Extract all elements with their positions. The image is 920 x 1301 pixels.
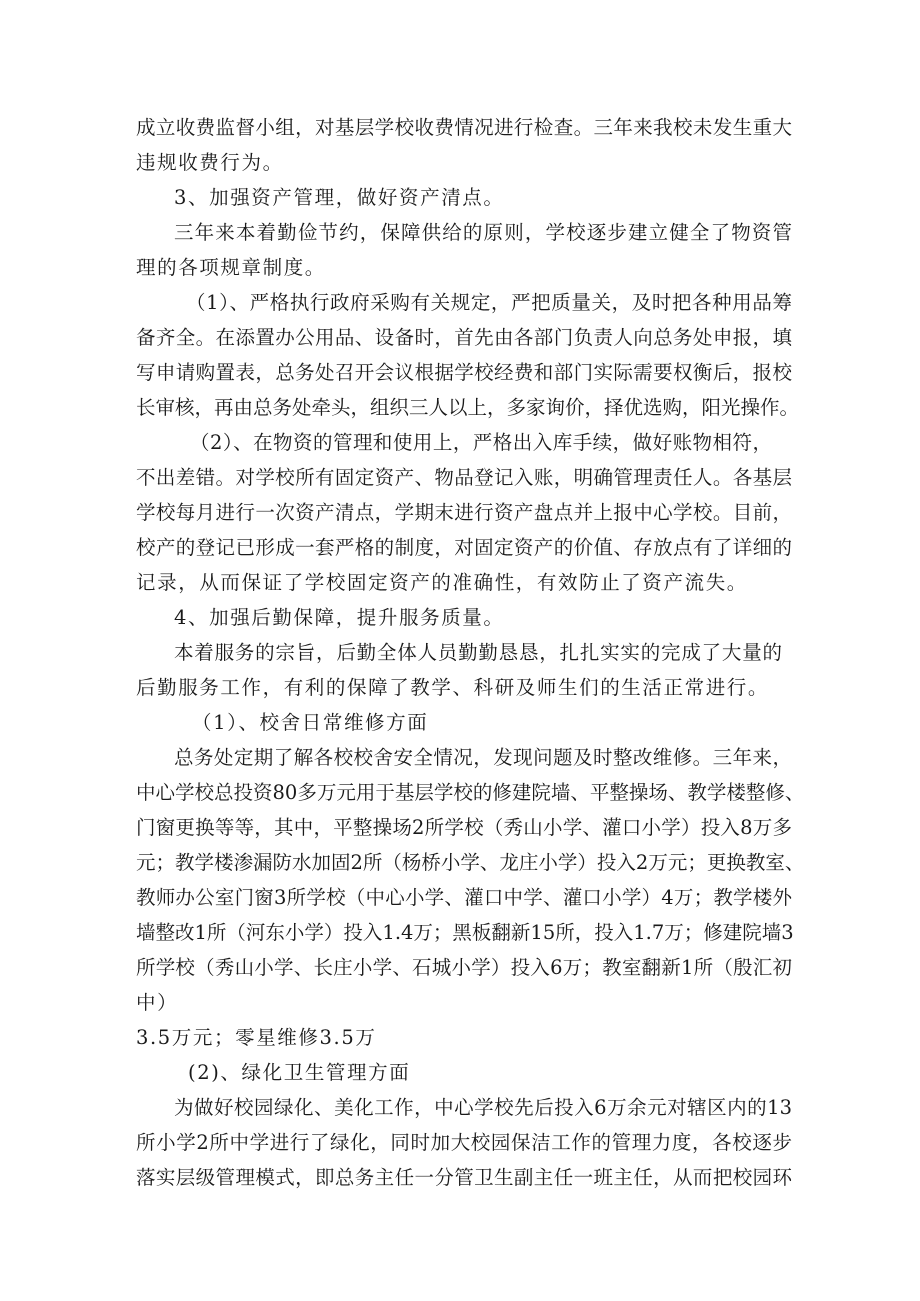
section-heading: 3、加强资产管理，做好资产清点。	[174, 186, 505, 209]
text-line: 三年来本着勤俭节约，保障供给的原则，学校逐步建立健全了物资管	[174, 221, 792, 244]
text-line: 所小学2所中学进行了绿化，同时加大校园保洁工作的管理力度，各校逐步	[136, 1131, 792, 1154]
text-line: （2）、在物资的管理和使用上，严格出入库手续，做好账物相符，	[190, 431, 772, 454]
subsection-heading: （1）、校舍日常维修方面	[192, 711, 429, 734]
text-line: 中心学校总投资80多万元用于基层学校的修建院墙、平整操场、教学楼整修、	[136, 781, 805, 804]
text-line: 墙整改1所（河东小学）投入1.4万；黑板翻新15所，投入1.7万；修建院墙3	[136, 921, 794, 944]
text-line: 后勤服务工作，有利的保障了教学、科研及师生们的生活正常进行。	[136, 676, 770, 699]
text-line: 不出差错。对学校所有固定资产、物品登记入账，明确管理责任人。各基层	[136, 466, 792, 489]
text-line: 理的各项规章制度。	[136, 256, 326, 279]
text-line: 所学校（秀山小学、长庄小学、石城小学）投入6万；教室翻新1所（殷汇初	[136, 956, 792, 979]
text-line: 学校每月进行一次资产清点，学期末进行资产盘点并上报中心学校。目前，	[136, 501, 792, 524]
text-line: 为做好校园绿化、美化工作，中心学校先后投入6万余元对辖区内的13	[174, 1096, 792, 1119]
text-line: 3.5万元；零星维修3.5万	[136, 1026, 377, 1049]
text-line: 备齐全。在添置办公用品、设备时，首先由各部门负责人向总务处申报，填	[136, 326, 792, 349]
text-line: 元；教学楼渗漏防水加固2所（杨桥小学、龙庄小学）投入2万元；更换教室、	[136, 851, 805, 874]
text-line: 记录，从而保证了学校固定资产的准确性，有效防止了资产流失。	[136, 571, 748, 594]
text-line: 写申请购置表，总务处召开会议根据学校经费和部门实际需要权衡后，报校	[136, 361, 792, 384]
text-line: 违规收费行为。	[136, 151, 284, 174]
text-line: 成立收费监督小组，对基层学校收费情况进行检查。三年来我校未发生重大	[136, 116, 792, 139]
text-line: 教师办公室门窗3所学校（中心小学、灌口中学、灌口小学）4万；教学楼外	[136, 886, 792, 909]
section-heading: 4、加强后勤保障，提升服务质量。	[174, 606, 505, 629]
text-line: （1）、严格执行政府采购有关规定，严把质量关，及时把各种用品筹	[186, 291, 792, 314]
text-line: 本着服务的宗旨，后勤全体人员勤勤恳恳，扎扎实实的完成了大量的	[174, 641, 782, 664]
text-line: 门窗更换等等，其中，平整操场2所学校（秀山小学、灌口小学）投入8万多	[136, 816, 792, 839]
text-line: 总务处定期了解各校校舍安全情况，发现问题及时整改维修。三年来，	[174, 746, 792, 769]
text-line: 长审核，再由总务处牵头，组织三人以上，多家询价，择优选购，阳光操作。	[136, 396, 800, 419]
subsection-heading: (2)、绿化卫生管理方面	[188, 1061, 411, 1084]
text-line: 落实层级管理模式，即总务主任一分管卫生副主任一班主任，从而把校园环	[136, 1166, 792, 1189]
text-line: 中）	[136, 991, 179, 1014]
text-line: 校产的登记已形成一套严格的制度，对固定资产的价值、存放点有了详细的	[136, 536, 792, 559]
